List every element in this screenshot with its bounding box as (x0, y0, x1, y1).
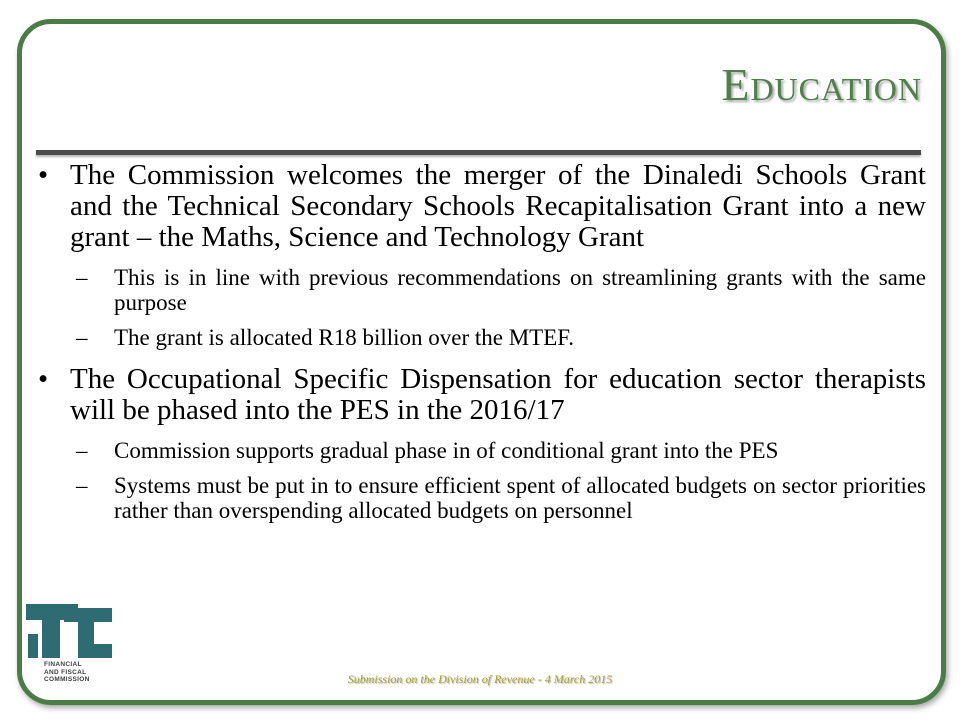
dash-icon: – (76, 473, 88, 498)
logo-line: FINANCIAL (44, 661, 82, 668)
bullet-item (38, 160, 926, 253)
sub-bullet-text: This is in line with previous recommendations on streamlining grants with the same purpose (114, 265, 926, 315)
slide-content (38, 160, 926, 533)
dash-icon: – (76, 438, 88, 463)
dash-icon: – (76, 265, 88, 290)
bullet-text: The Commission welcomes the merger of the Dinaledi Schools Grant and the Technical Secondary Schools Recapitalisation Grant into a new grant – the Maths, Science and Technology Grant (70, 159, 926, 253)
title-divider (36, 150, 921, 155)
sub-bullet-item (38, 473, 926, 523)
sub-bullet-text: Systems must be put in to ensure efficient spent of allocated budgets on sector priorities rather than overspending allocated budgets on personnel (114, 473, 926, 523)
bullet-icon: • (38, 159, 49, 191)
bullet-text: The Occupational Specific Dispensation for education sector therapists will be phased into the PES in the 2016/17 (70, 363, 926, 426)
logo-line: AND FISCAL (44, 668, 87, 676)
bullet-icon: • (38, 363, 49, 395)
sub-bullet-item (38, 265, 926, 315)
bullet-item (38, 364, 926, 426)
sub-bullet-item (38, 325, 926, 350)
sub-bullet-text: The grant is allocated R18 billion over the MTEF. (114, 325, 574, 350)
logo-line: COMMISSION (44, 676, 90, 683)
dash-icon: – (76, 325, 88, 350)
slide-title: Education (721, 59, 922, 110)
sub-bullet-item (38, 438, 926, 463)
sub-bullet-text: Commission supports gradual phase in of conditional grant into the PES (114, 438, 779, 463)
footer-text: Submission on the Division of Revenue - 4 March 2015 (347, 672, 613, 686)
